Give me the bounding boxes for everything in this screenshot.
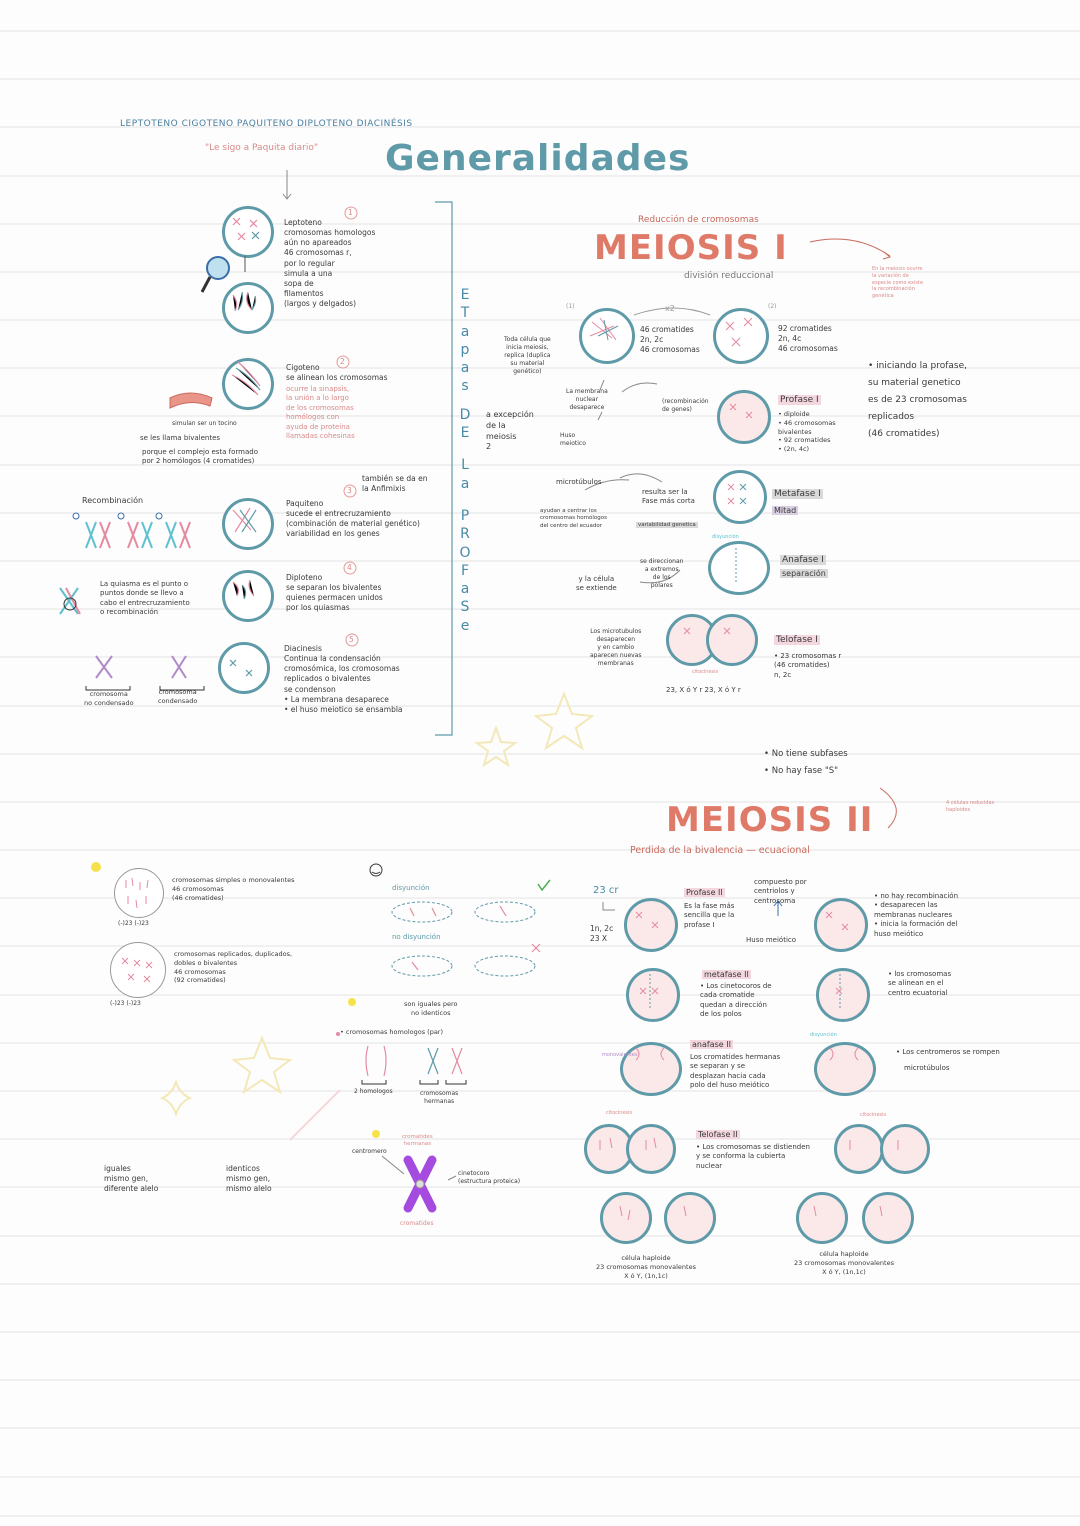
anafase1-sub: separación [782, 569, 826, 578]
profase-intro: • iniciando la profase, su material genetico es de 23 cromosomas replicados (46 cromatides) [868, 361, 967, 440]
no-subfases: • No tiene subfases [764, 749, 848, 759]
variabilidad-genetica: variabilidad genetica [638, 522, 696, 528]
cigoteno-note-bivalentes: se les llama bivalentes [140, 434, 221, 442]
profase1-label: Profase I [780, 395, 819, 405]
metafase1-label: Metafase I [774, 489, 821, 499]
quiasma-text: La quiasma es el punto o puntos donde se llevo a cabo el entrecruzamiento o recombinación [100, 580, 190, 617]
profase2-label: Profase II [686, 888, 723, 897]
diploteno-num: 4 [347, 563, 352, 572]
diploteno-text: Diploteno se separan los bivalentes quienes permacen unidos por los quiasmas [286, 573, 383, 613]
meiosis1-n2: (2) [768, 303, 777, 310]
meiosis2-title: MEIOSIS II [666, 800, 874, 840]
no-fase-s: • No hay fase "S" [764, 766, 839, 776]
cromatides-label: cromatides [400, 1220, 434, 1227]
profase1-text: • diploide • 46 cromosomas bivalentes • 92 cromatides • (2n, 4c) [778, 410, 836, 454]
page-title: Generalidades [385, 138, 691, 179]
citocinesis2-right: citocinesis [860, 1112, 887, 1118]
metafase2-label: metafase II [704, 970, 749, 979]
cigoteno-note-complejo: porque el complejo esta formado por 2 homólogos (4 cromatides) [142, 448, 259, 466]
centromero-label: centromero [352, 1148, 387, 1155]
telofase2-label: Telofase II [698, 1130, 738, 1139]
anafase2-text: Los cromatides hermanas se separan y se desplazan hacia cada polo del huso meiótico [690, 1053, 781, 1090]
profase2-text: Es la fase más sencilla que la profase I [684, 902, 735, 929]
metafase2-text: • Los cinetocoros de cada cromatide quedan a dirección de los polos [700, 982, 772, 1019]
meiosis2-23cr: 23 cr [593, 885, 619, 896]
disyuncion-label: disyunción [392, 884, 430, 892]
telofase2-text: • Los cromosomas se distienden y se conforma la cubierta nuclear [696, 1143, 810, 1170]
meiosis1-caption: división reduccional [684, 271, 774, 281]
dos-homologos: 2 homologos [354, 1088, 393, 1095]
meiosis1-title: MEIOSIS I [594, 228, 788, 268]
recomb-note: (recombinación de genes) [662, 398, 709, 414]
citocinesis1: citocinesis [692, 669, 719, 675]
profase2-right: • no hay recombinación • desaparecen las membranas nucleares • inicia la formación del huso meiótico [874, 892, 958, 938]
excepcion-note: a excepción de la meiosis 2 [486, 410, 534, 452]
anafase2-right: • Los centromeros se rompen [896, 1048, 1000, 1056]
diacinesis-num: 5 [349, 635, 354, 644]
microtubulos-label: microtúbulos [556, 478, 602, 486]
diacinesis-text: Diacinesis Continua la condensación cromosómica, los cromosomas replicados o bivalentes se condenson • La membrana desaparece • el huso meiotico se ensambla [284, 644, 403, 714]
profase2-huso: Huso meiótico [746, 936, 797, 944]
iguales-no-identicos: son iguales pero no identicos [404, 1000, 458, 1017]
metafase2-right: • los cromosomas se alinean en el centro ecuatorial [888, 970, 952, 997]
metafase1-sub: Mitad [774, 506, 797, 515]
stage-list: LEPTOTENO CIGOTENO PAQUITENO DIPLOTENO DIACINÉSIS [120, 119, 413, 129]
telofase1-xy: 23, X ó Y r 23, X ó Y r [666, 686, 741, 694]
meiosis2-side-note: 4 células reducidas haploides [946, 800, 995, 813]
cigoteno-pink-text: ocurre la sinapsis, la unión a lo largo de los cromosomas homólogos con ayuda de proteína llamadas cohesinas [286, 385, 355, 441]
iguales-label: iguales mismo gen, diferente alelo [104, 1164, 159, 1194]
cromosomas-homologos: • cromosomas homologos (par) [340, 1028, 444, 1036]
cromosoma-no-condensado: cromosoma no condensado [84, 690, 134, 707]
meiosis1-92-label: 92 cromatides 2n, 4c 46 cromosomas [778, 324, 838, 354]
identicos-label: identicos mismo gen, mismo alelo [226, 1164, 272, 1194]
cromosoma-condensado: cromosoma condensado [158, 688, 198, 705]
haploid-right: célula haploide 23 cromosomas monovalentes X ó Y, (1n,1c) [794, 1250, 894, 1276]
no-disyuncion-label: no disyunción [392, 933, 441, 941]
cigoteno-text: Cigoteno se alinean los cromosomas [286, 363, 388, 383]
cromatides-hermanas: cromatides hermanas [402, 1134, 433, 1148]
anafase2-monovalentes: monovalentes [602, 1052, 638, 1058]
metafase1-note: resulta ser la Fase más corta [642, 488, 695, 506]
meiosis2-caption: Perdida de la bivalencia — ecuacional [630, 845, 810, 856]
cigoteno-note-bacon: simulan ser un tocino [172, 420, 237, 427]
meiosis1-side-note: En la meiosis ocurre la variación de especie como existe la recombinación genética [872, 266, 924, 299]
profase2-compuesto: compuesto por centriolos y centrosoma [754, 878, 807, 905]
etapas-de-la-profase-vertical-label: E T a p a s D E L a P R O F a S e [459, 287, 471, 634]
anafase2-disyuncion: disyunción [810, 1032, 837, 1038]
simple-text: cromosomas simples o monovalentes 46 cromosomas (46 cromatides) [172, 876, 295, 902]
celula-extiende: y la célula se extiende [576, 575, 617, 593]
cigoteno-num: 2 [340, 357, 345, 366]
meiosis1-n1: (1) [566, 303, 575, 310]
anafase2-micro: microtúbulos [904, 1064, 950, 1072]
leptoteno-num: 1 [348, 208, 353, 217]
telofase1-text: • 23 cromosomas r (46 cromatides) n, 2c [774, 652, 842, 679]
simple-count: (-)23 (-)23 [118, 920, 149, 927]
haploid-left: célula haploide 23 cromosomas monovalentes X ó Y, (1n,1c) [596, 1254, 696, 1280]
cromosomas-hermanas: cromosomas hermanas [420, 1090, 459, 1106]
meiosis2-1n2c: 1n, 2c 23 X [590, 924, 614, 944]
recombinacion-label: Recombinación [82, 496, 144, 505]
mnemonic: "Le sigo a Paquita diario" [205, 143, 318, 153]
microtubulos-note: ayudan a centrar los cromosomas homólogos del centro del ecuador [540, 508, 608, 529]
huso-note: Huso meiotico [560, 432, 586, 448]
membrana-note: La membrana nuclear desaparece [566, 388, 608, 412]
replicados-text: cromosomas replicados, duplicados, dobles o bivalentes 46 cromosomas (92 cromatides) [174, 950, 293, 985]
anafase1-label: Anafase I [782, 555, 824, 565]
replicados-count: (-)23 (-)23 [110, 1000, 141, 1007]
leptoteno-text: Leptoteno cromosomas homologos aún no apareados 46 cromosomas r, por lo regular simula a una sopa de filamentos (largos y delgados) [284, 218, 376, 308]
paquiteno-text: Paquiteno sucede el entrecruzamiento (combinación de material genético) variabilidad en los genes [286, 499, 420, 539]
meiosis1-46-label: 46 cromatides 2n, 2c 46 cromosomas [640, 325, 700, 355]
anafase2-label: anafase II [692, 1040, 731, 1049]
meiosis1-x2: x2 [665, 304, 675, 313]
paquiteno-num: 3 [347, 486, 352, 495]
paquiteno-note: también se da en la Anfimixis [362, 474, 428, 494]
telofase1-label: Telofase I [776, 635, 818, 645]
disyuncion1-label: disyunción [712, 534, 739, 540]
anafase1-note: se direccionan a extremos de los polares [640, 558, 684, 590]
meiosis1-subtitle: Reducción de cromosomas [638, 215, 759, 225]
meiosis1-cell-note: Toda célula que inicia meiosis, replica (duplica su material genético) [504, 336, 551, 376]
cinetocoro-label: cinetocoro (estructura proteica) [458, 1170, 521, 1186]
telofase1-note: Los microtubulos desaparecen y en cambio aparecen nuevas membranas [590, 628, 642, 668]
citocinesis2-left: citocinesis [606, 1110, 633, 1116]
